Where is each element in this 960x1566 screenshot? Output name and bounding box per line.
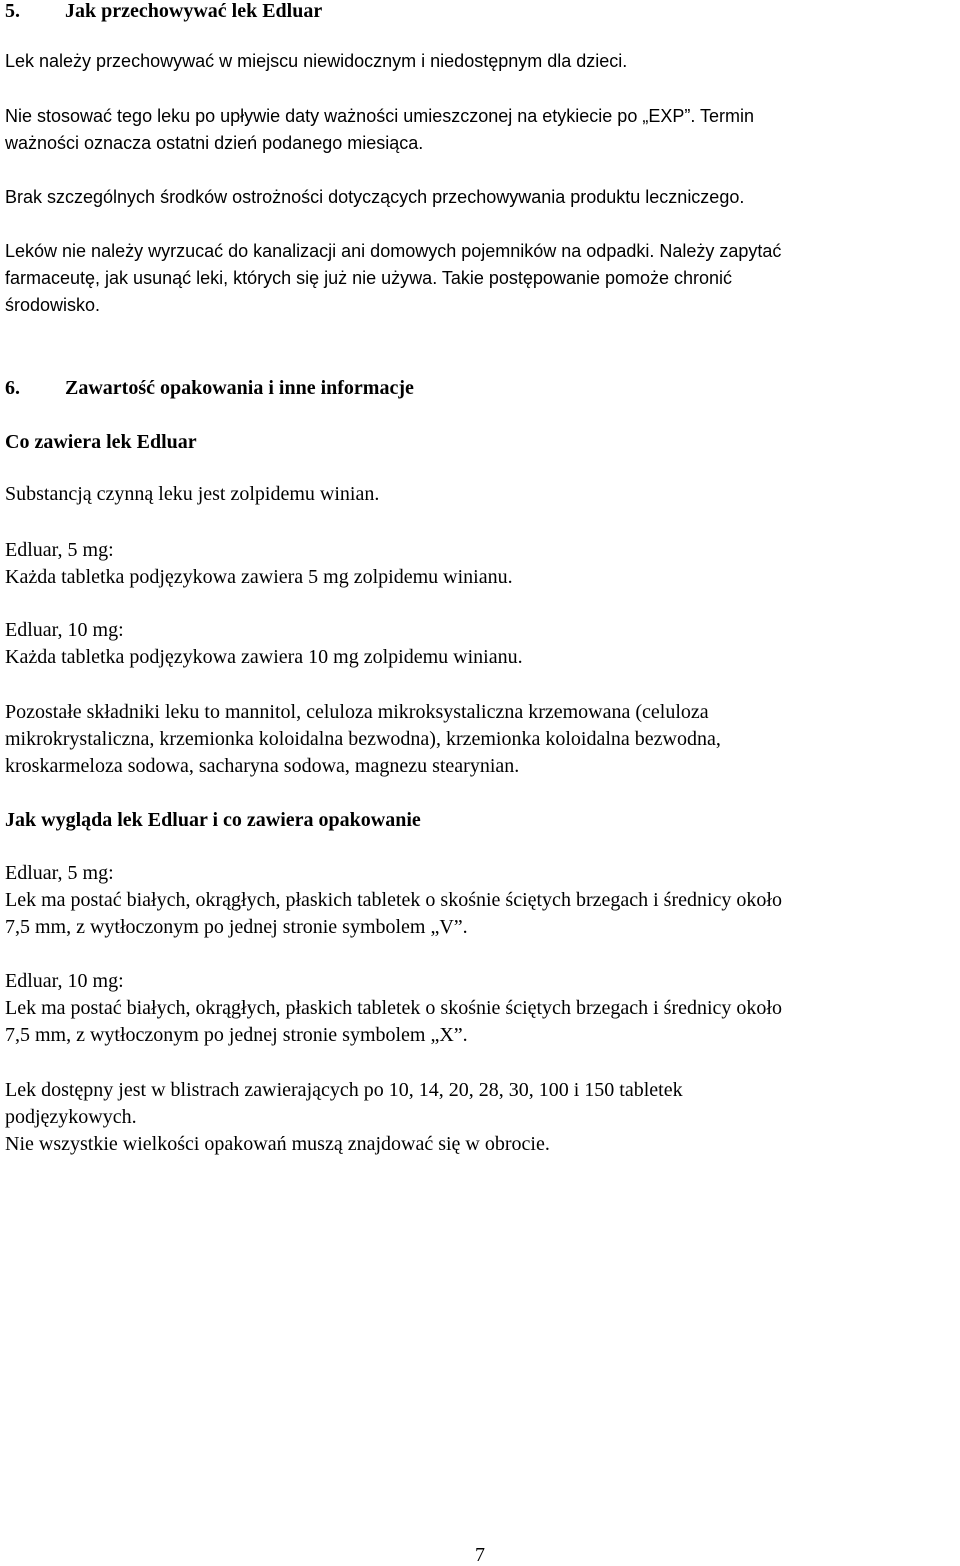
text-line: Substancją czynną leku jest zolpidemu winian. — [5, 483, 380, 505]
text-line: Lek ma postać białych, okrągłych, płaskich tabletek o skośnie ściętych brzegach i średnicy około — [5, 997, 782, 1019]
text-line: Każda tabletka podjęzykowa zawiera 10 mg zolpidemu winianu. — [5, 646, 523, 668]
active-substance-paragraph — [5, 481, 379, 508]
appearance-subheading: Jak wygląda lek Edluar i co zawiera opakowanie — [5, 809, 421, 831]
text-line: Lek dostępny jest w blistrach zawierających po 10, 14, 20, 28, 30, 100 i 150 tabletek — [5, 1079, 683, 1101]
text-line: środowisko. — [5, 295, 101, 315]
text-line: kroskarmeloza sodowa, sacharyna sodowa, magnezu stearynian. — [5, 755, 520, 777]
section-5-number: 5. — [5, 0, 20, 22]
text-line: Lek ma postać białych, okrągłych, płaskich tabletek o skośnie ściętych brzegach i średnicy około — [5, 889, 782, 911]
text-line: Pozostałe składniki leku to mannitol, celuloza mikroksystaliczna krzemowana (celuloza — [5, 701, 709, 723]
text-line: Każda tabletka podjęzykowa zawiera 5 mg zolpidemu winianu. — [5, 566, 513, 588]
section-6-number: 6. — [5, 377, 20, 399]
text-line: podjęzykowych. — [5, 1106, 137, 1128]
disposal-paragraph — [5, 238, 781, 319]
text-line: Brak szczególnych środków ostrożności dotyczących przechowywania produktu leczniczego. — [5, 187, 745, 207]
packaging-paragraph — [5, 1077, 683, 1158]
dose-label: Edluar, 5 mg: — [5, 539, 114, 561]
text-line: ważności oznacza ostatni dzień podanego miesiąca. — [5, 133, 424, 153]
section-6-heading — [5, 376, 414, 400]
contents-subheading: Co zawiera lek Edluar — [5, 431, 197, 453]
text-line: Lek należy przechowywać w miejscu niewidocznym i niedostępnym dla dzieci. — [5, 51, 628, 71]
text-line: Nie stosować tego leku po upływie daty ważności umieszczonej na etykiecie po „EXP”. Termin — [5, 106, 755, 126]
dose-label: Edluar, 10 mg: — [5, 619, 124, 641]
section-5-title: Jak przechowywać lek Edluar — [65, 0, 323, 22]
storage-precautions-paragraph — [5, 184, 744, 211]
text-line: mikrokrystaliczna, krzemionka koloidalna bezwodna), krzemionka koloidalna bezwodna, — [5, 728, 721, 750]
section-6-title: Zawartość opakowania i inne informacje — [65, 377, 414, 399]
text-line: 7,5 mm, z wytłoczonym po jednej stronie symbolem „V”. — [5, 916, 468, 938]
dose-label: Edluar, 10 mg: — [5, 970, 124, 992]
text-line: 7,5 mm, z wytłoczonym po jednej stronie symbolem „X”. — [5, 1024, 468, 1046]
page-number: 7 — [475, 1544, 485, 1566]
dose-10mg-paragraph — [5, 617, 523, 671]
excipients-paragraph — [5, 699, 721, 780]
expiry-paragraph — [5, 103, 754, 157]
text-line: Nie wszystkie wielkości opakowań muszą znajdować się w obrocie. — [5, 1133, 550, 1155]
text-line: farmaceutę, jak usunąć leki, których się już nie używa. Takie postępowanie pomoże chronić — [5, 268, 733, 288]
text-line: Leków nie należy wyrzucać do kanalizacji ani domowych pojemników na odpadki. Należy zapytać — [5, 241, 782, 261]
dose-label: Edluar, 5 mg: — [5, 862, 114, 884]
storage-children-paragraph — [5, 48, 627, 75]
appearance-5mg-paragraph — [5, 860, 782, 941]
dose-5mg-paragraph — [5, 537, 513, 591]
section-5-heading — [5, 0, 322, 23]
appearance-10mg-paragraph — [5, 968, 782, 1049]
